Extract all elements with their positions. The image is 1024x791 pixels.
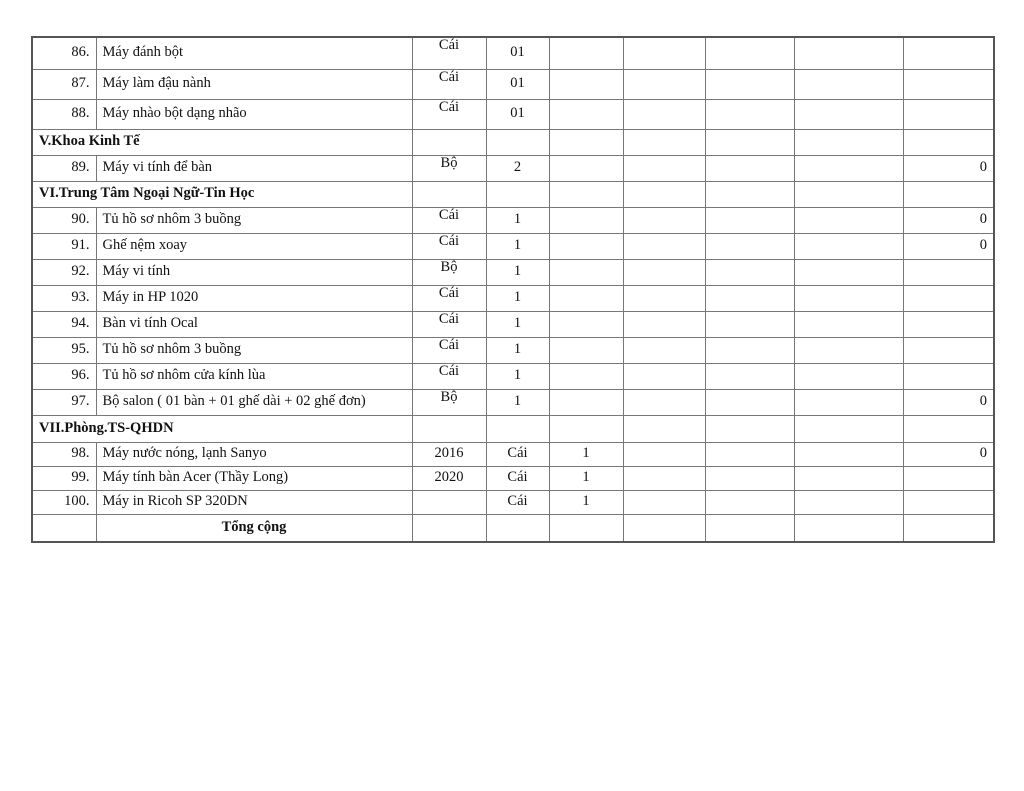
- empty-cell: [549, 233, 623, 259]
- value-cell: [903, 363, 994, 389]
- unit-cell: Cái: [412, 285, 486, 311]
- empty-cell: [705, 155, 794, 181]
- empty-cell: [549, 207, 623, 233]
- table-body: [32, 37, 994, 542]
- item-name: Tủ hồ sơ nhôm 3 buồng: [96, 337, 412, 363]
- empty-cell: [794, 155, 903, 181]
- value-cell: 0: [903, 442, 994, 466]
- empty-cell: [486, 129, 549, 155]
- quantity-cell: 1: [486, 363, 549, 389]
- empty-cell: [549, 415, 623, 442]
- row-number: 100.: [32, 490, 96, 514]
- item-name: Ghế nệm xoay: [96, 233, 412, 259]
- unit-cell: Cái: [486, 442, 549, 466]
- table-row: [32, 259, 994, 285]
- empty-cell: [705, 311, 794, 337]
- empty-cell: [705, 181, 794, 207]
- total-label: Tổng cộng: [96, 514, 412, 542]
- table-row: [32, 363, 994, 389]
- empty-cell: [486, 415, 549, 442]
- row-number: 91.: [32, 233, 96, 259]
- empty-cell: [549, 259, 623, 285]
- value-cell: [903, 37, 994, 69]
- row-number: 94.: [32, 311, 96, 337]
- section-row: [32, 415, 994, 442]
- value-cell: 0: [903, 233, 994, 259]
- empty-cell: [412, 514, 486, 542]
- value-cell: [903, 99, 994, 129]
- item-name: Máy vi tính: [96, 259, 412, 285]
- year-cell: 2016: [412, 442, 486, 466]
- unit-cell: Bộ: [412, 389, 486, 415]
- quantity-cell: 1: [486, 337, 549, 363]
- empty-cell: [623, 337, 705, 363]
- item-name: Máy tính bàn Acer (Thầy Long): [96, 466, 412, 490]
- asset-table: [31, 36, 995, 543]
- total-row: [32, 514, 994, 542]
- table-row: [32, 155, 994, 181]
- unit-cell: Cái: [412, 37, 486, 69]
- item-name: Máy in HP 1020: [96, 285, 412, 311]
- unit-cell: Cái: [486, 466, 549, 490]
- item-name: Máy đánh bột: [96, 37, 412, 69]
- unit-cell: Cái: [412, 363, 486, 389]
- empty-cell: [705, 129, 794, 155]
- empty-cell: [549, 181, 623, 207]
- item-name: Máy in Ricoh SP 320DN: [96, 490, 412, 514]
- empty-cell: [705, 69, 794, 99]
- empty-cell: [32, 514, 96, 542]
- item-name: Máy nước nóng, lạnh Sanyo: [96, 442, 412, 466]
- empty-cell: [903, 514, 994, 542]
- unit-cell: Cái: [412, 207, 486, 233]
- unit-cell: Cái: [412, 337, 486, 363]
- empty-cell: [794, 490, 903, 514]
- empty-cell: [794, 285, 903, 311]
- empty-cell: [623, 285, 705, 311]
- item-name: Bàn vi tính Ocal: [96, 311, 412, 337]
- unit-cell: Bộ: [412, 259, 486, 285]
- empty-cell: [705, 415, 794, 442]
- empty-cell: [794, 259, 903, 285]
- value-cell: [903, 259, 994, 285]
- empty-cell: [623, 259, 705, 285]
- empty-cell: [549, 514, 623, 542]
- table-row: [32, 490, 994, 514]
- value-cell: 0: [903, 389, 994, 415]
- section-title: VI.Trung Tâm Ngoại Ngữ-Tin Học: [32, 181, 412, 207]
- empty-cell: [549, 337, 623, 363]
- item-name: Máy nhào bột dạng nhão: [96, 99, 412, 129]
- row-number: 96.: [32, 363, 96, 389]
- empty-cell: [623, 69, 705, 99]
- row-number: 97.: [32, 389, 96, 415]
- row-number: 95.: [32, 337, 96, 363]
- empty-cell: [705, 207, 794, 233]
- table-row: [32, 69, 994, 99]
- section-row: [32, 181, 994, 207]
- empty-cell: [794, 514, 903, 542]
- empty-cell: [705, 442, 794, 466]
- empty-cell: [794, 69, 903, 99]
- empty-cell: [623, 442, 705, 466]
- value-cell: 0: [903, 155, 994, 181]
- empty-cell: [412, 181, 486, 207]
- empty-cell: [903, 129, 994, 155]
- empty-cell: [412, 129, 486, 155]
- empty-cell: [705, 337, 794, 363]
- empty-cell: [794, 99, 903, 129]
- empty-cell: [623, 233, 705, 259]
- empty-cell: [794, 129, 903, 155]
- quantity-cell: 1: [486, 285, 549, 311]
- empty-cell: [903, 415, 994, 442]
- empty-cell: [549, 311, 623, 337]
- empty-cell: [623, 514, 705, 542]
- empty-cell: [794, 415, 903, 442]
- row-number: 87.: [32, 69, 96, 99]
- section-title: V.Khoa Kinh Tế: [32, 129, 412, 155]
- empty-cell: [705, 514, 794, 542]
- value-cell: [903, 337, 994, 363]
- empty-cell: [794, 233, 903, 259]
- quantity-cell: 1: [549, 442, 623, 466]
- value-cell: 0: [903, 207, 994, 233]
- empty-cell: [486, 181, 549, 207]
- empty-cell: [549, 99, 623, 129]
- table-row: [32, 285, 994, 311]
- empty-cell: [705, 285, 794, 311]
- table-row: [32, 37, 994, 69]
- quantity-cell: 1: [549, 466, 623, 490]
- table-row: [32, 311, 994, 337]
- row-number: 89.: [32, 155, 96, 181]
- row-number: 98.: [32, 442, 96, 466]
- unit-cell: Cái: [486, 490, 549, 514]
- value-cell: [903, 285, 994, 311]
- quantity-cell: 1: [486, 389, 549, 415]
- empty-cell: [623, 37, 705, 69]
- value-cell: [903, 311, 994, 337]
- table-row: [32, 207, 994, 233]
- empty-cell: [623, 490, 705, 514]
- empty-cell: [549, 37, 623, 69]
- empty-cell: [705, 259, 794, 285]
- empty-cell: [486, 514, 549, 542]
- value-cell: [903, 69, 994, 99]
- empty-cell: [549, 129, 623, 155]
- quantity-cell: 1: [486, 233, 549, 259]
- table-row: [32, 99, 994, 129]
- empty-cell: [623, 389, 705, 415]
- empty-cell: [623, 415, 705, 442]
- table-row: [32, 233, 994, 259]
- empty-cell: [412, 415, 486, 442]
- empty-cell: [794, 207, 903, 233]
- unit-cell: Cái: [412, 99, 486, 129]
- table-row: [32, 442, 994, 466]
- section-row: [32, 129, 994, 155]
- empty-cell: [623, 311, 705, 337]
- empty-cell: [794, 311, 903, 337]
- empty-cell: [794, 389, 903, 415]
- table-row: [32, 337, 994, 363]
- empty-cell: [794, 442, 903, 466]
- empty-cell: [549, 363, 623, 389]
- item-name: Máy vi tính để bàn: [96, 155, 412, 181]
- empty-cell: [623, 363, 705, 389]
- empty-cell: [705, 99, 794, 129]
- quantity-cell: 01: [486, 37, 549, 69]
- table-row: [32, 389, 994, 415]
- empty-cell: [623, 207, 705, 233]
- quantity-cell: 1: [549, 490, 623, 514]
- quantity-cell: 1: [486, 207, 549, 233]
- item-name: Bộ salon ( 01 bàn + 01 ghế dài + 02 ghế đơn): [96, 389, 412, 415]
- unit-cell: Cái: [412, 69, 486, 99]
- section-title: VII.Phòng.TS-QHDN: [32, 415, 412, 442]
- year-cell: [412, 490, 486, 514]
- empty-cell: [549, 69, 623, 99]
- row-number: 93.: [32, 285, 96, 311]
- value-cell: [903, 466, 994, 490]
- value-cell: [903, 490, 994, 514]
- empty-cell: [549, 155, 623, 181]
- empty-cell: [623, 181, 705, 207]
- empty-cell: [623, 466, 705, 490]
- empty-cell: [623, 155, 705, 181]
- empty-cell: [903, 181, 994, 207]
- unit-cell: Bộ: [412, 155, 486, 181]
- empty-cell: [705, 466, 794, 490]
- quantity-cell: 01: [486, 69, 549, 99]
- item-name: Tủ hồ sơ nhôm cửa kính lùa: [96, 363, 412, 389]
- unit-cell: Cái: [412, 233, 486, 259]
- row-number: 88.: [32, 99, 96, 129]
- empty-cell: [794, 337, 903, 363]
- row-number: 92.: [32, 259, 96, 285]
- item-name: Máy làm đậu nành: [96, 69, 412, 99]
- empty-cell: [705, 490, 794, 514]
- empty-cell: [549, 285, 623, 311]
- empty-cell: [549, 389, 623, 415]
- quantity-cell: 2: [486, 155, 549, 181]
- empty-cell: [705, 389, 794, 415]
- empty-cell: [794, 37, 903, 69]
- empty-cell: [794, 363, 903, 389]
- quantity-cell: 1: [486, 311, 549, 337]
- empty-cell: [705, 37, 794, 69]
- empty-cell: [794, 466, 903, 490]
- empty-cell: [705, 233, 794, 259]
- empty-cell: [705, 363, 794, 389]
- item-name: Tủ hồ sơ nhôm 3 buồng: [96, 207, 412, 233]
- row-number: 86.: [32, 37, 96, 69]
- year-cell: 2020: [412, 466, 486, 490]
- empty-cell: [623, 129, 705, 155]
- quantity-cell: 01: [486, 99, 549, 129]
- row-number: 90.: [32, 207, 96, 233]
- quantity-cell: 1: [486, 259, 549, 285]
- empty-cell: [623, 99, 705, 129]
- unit-cell: Cái: [412, 311, 486, 337]
- table-row: [32, 466, 994, 490]
- empty-cell: [794, 181, 903, 207]
- row-number: 99.: [32, 466, 96, 490]
